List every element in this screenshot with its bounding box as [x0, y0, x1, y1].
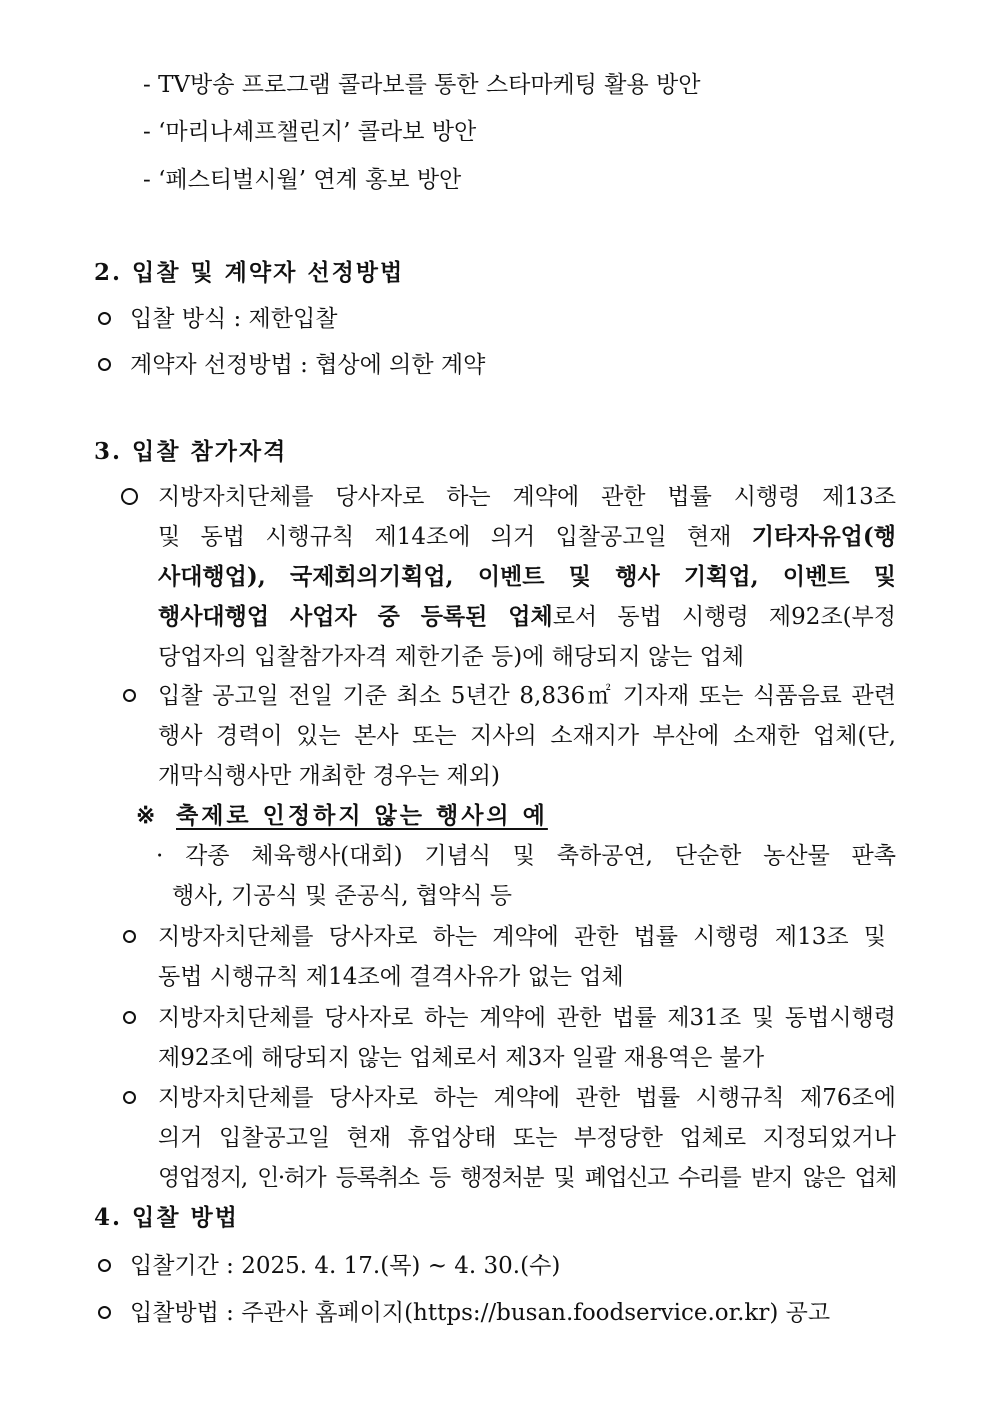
- top-item-2: - ‘마리나셰프챌린지’ 콜라보 방안: [143, 119, 477, 145]
- sec4-item-2: 입찰방법 : 주관사 홈페이지(https://busan.foodservice.or.kr) 공고: [130, 1300, 831, 1326]
- sec4-item-1: 입찰기간 : 2025. 4. 17.(목) ~ 4. 30.(수): [130, 1253, 561, 1279]
- circle-bullet-icon: [98, 358, 111, 371]
- top-item-1: - TV방송 프로그램 콜라보를 통한 스타마케팅 활용 방안: [143, 72, 701, 98]
- top-item-3: - ‘페스티벌시월’ 연계 홍보 방안: [143, 167, 462, 193]
- note-line1: · 각종 체육행사(대회) 기념식 및 축하공연, 단순한 농산물 판촉: [156, 843, 896, 869]
- circle-bullet-icon: [98, 1306, 111, 1319]
- sec3-p1-line2: 및 동법 시행규칙 제14조에 의거 입찰공고일 현재 기타자유업(행: [158, 523, 896, 550]
- sec3-p1-line5: 당업자의 입찰참가자격 제한기준 등)에 해당되지 않는 업체: [158, 644, 745, 670]
- sec3-p3-line1: 지방자치단체를 당사자로 하는 계약에 관한 법률 시행령 제13조 및: [158, 924, 886, 950]
- sec3-p2-line2: 행사 경력이 있는 본사 또는 지사의 소재지가 부산에 소재한 업체(단,: [158, 723, 896, 749]
- sec3-p2-line3: 개막식행사만 개최한 경우는 제외): [158, 763, 500, 789]
- section-2-title: 2. 입찰 및 계약자 선정방법: [94, 259, 405, 286]
- sec3-p5-line3: 영업정지, 인·허가 등록취소 등 행정처분 및 폐업신고 수리를 받지 않은 업체: [158, 1165, 896, 1191]
- section-4-title: 4. 입찰 방법: [94, 1204, 239, 1231]
- note-mark: ※: [136, 802, 156, 829]
- circle-bullet-icon: [123, 1011, 136, 1024]
- circle-bullet-icon: [121, 488, 138, 505]
- sec3-p3-line2: 동법 시행규칙 제14조에 결격사유가 없는 업체: [158, 964, 624, 990]
- note-line2: 행사, 기공식 및 준공식, 협약식 등: [172, 883, 513, 909]
- sec3-p2-line1: 입찰 공고일 전일 기준 최소 5년간 8,836㎡ 기자재 또는 식품음료 관련: [158, 683, 896, 709]
- sec2-item-1: 입찰 방식 : 제한입찰: [130, 306, 338, 332]
- circle-bullet-icon: [123, 930, 136, 943]
- circle-bullet-icon: [123, 689, 136, 702]
- circle-bullet-icon: [98, 1259, 111, 1272]
- sec2-item-2: 계약자 선정방법 : 협상에 의한 계약: [130, 352, 486, 378]
- sec3-p1-line1: 지방자치단체를 당사자로 하는 계약에 관한 법률 시행령 제13조: [158, 484, 896, 510]
- sec3-p1-line4: 행사대행업 사업자 중 등록된 업체로서 동법 시행령 제92조(부정: [158, 603, 896, 630]
- section-3-title: 3. 입찰 참가자격: [94, 438, 288, 465]
- sec3-p5-line2: 의거 입찰공고일 현재 휴업상태 또는 부정당한 업체로 지정되었거나: [158, 1125, 896, 1151]
- circle-bullet-icon: [123, 1091, 136, 1104]
- note-title: 축제로 인정하지 않는 행사의 예: [176, 802, 548, 829]
- sec3-p4-line1: 지방자치단체를 당사자로 하는 계약에 관한 법률 제31조 및 동법시행령: [158, 1005, 896, 1031]
- circle-bullet-icon: [98, 312, 111, 325]
- sec3-p1-line3: 사대행업), 국제회의기획업, 이벤트 및 행사 기획업, 이벤트 및: [158, 563, 896, 590]
- sec3-p5-line1: 지방자치단체를 당사자로 하는 계약에 관한 법률 시행규칙 제76조에: [158, 1085, 896, 1111]
- sec3-p4-line2: 제92조에 해당되지 않는 업체로서 제3자 일괄 재용역은 불가: [158, 1045, 765, 1071]
